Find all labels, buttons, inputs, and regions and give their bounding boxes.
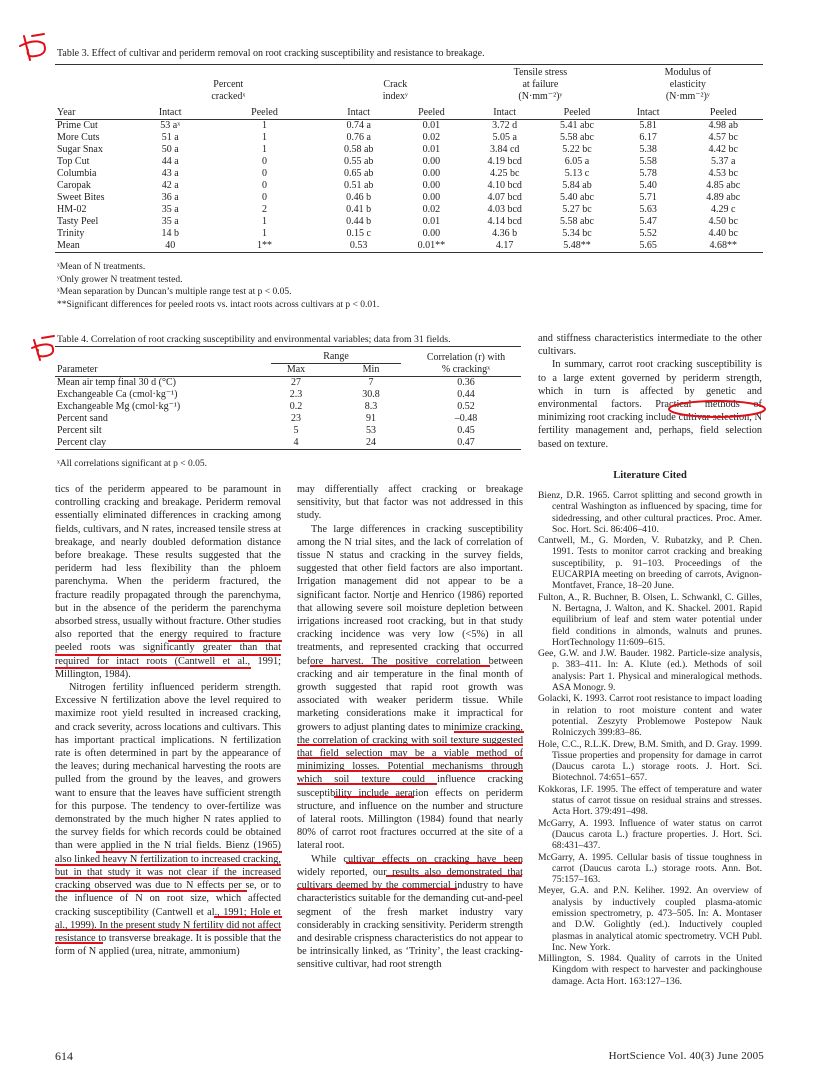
underline-annotation xyxy=(334,796,414,798)
table-cell: Mean air temp final 30 d (°C) xyxy=(57,377,176,388)
reference: Fulton, A., R. Buchner, B. Olsen, L. Schwankl, C. Gilles, N. Bertagna, J. Walton, and K. Shackel. 2001. Rapid equilibrium of leaf and stem water potential under field conditions in almonds, walnuts and prunes. HortTechnology 11:609–615. xyxy=(538,591,762,648)
table-cell: 0.01 xyxy=(422,216,441,227)
table-cell: 0.47 xyxy=(457,437,475,448)
table-cell: 4.68** xyxy=(709,240,737,251)
table-cell: 42 a xyxy=(161,180,179,191)
table-cell: 3.84 cd xyxy=(489,144,520,155)
underline-annotation xyxy=(297,888,457,890)
table-cell: 0.15 c xyxy=(346,228,371,239)
underline-annotation xyxy=(297,770,523,772)
table-cell: 2 xyxy=(262,204,267,215)
table-row xyxy=(55,228,763,240)
underline-annotation xyxy=(55,877,281,879)
table-cell: 0.45 xyxy=(457,425,475,436)
table-cell: 4.25 bc xyxy=(489,168,520,179)
col-header: Parameter xyxy=(55,364,261,377)
footnote: ˣMean of N treatments. xyxy=(57,262,146,272)
table3-group-header-row: Percent crackedˣ Crack indexʸ Tensile stress at failure (N·mm⁻²)ʸ Modulus of elasticity (N·mm⁻²)ʸ xyxy=(55,65,763,108)
table-cell: 5.34 bc xyxy=(562,228,592,239)
table-cell: Percent silt xyxy=(57,425,102,436)
table-cell: 0.01 xyxy=(422,144,441,155)
table-cell: 51 a xyxy=(161,132,179,143)
table-cell: 6.17 xyxy=(639,132,657,143)
underline-annotation xyxy=(55,890,247,892)
table-cell: Prime Cut xyxy=(57,120,98,131)
table-cell: 4.40 bc xyxy=(708,228,738,239)
table-row xyxy=(55,216,763,228)
table-cell: 1** xyxy=(257,240,272,251)
table-cell: Sweet Bites xyxy=(57,192,105,203)
group-header-crack-index: Crack xyxy=(383,79,408,90)
table-row xyxy=(55,413,521,425)
table-cell: 5.38 xyxy=(639,144,657,155)
range-header: Range xyxy=(271,351,401,364)
table-cell: 0.00 xyxy=(422,180,441,191)
table-cell: HM-02 xyxy=(57,204,87,215)
col-header: Min xyxy=(331,364,411,377)
reference: McGarry, A. 1993. Influence of water status on carrot (Daucus carota L.) fracture properties. J. Hort. Sci. 68:431–437. xyxy=(538,817,762,852)
table-cell: 5.22 bc xyxy=(562,144,592,155)
underline-annotation xyxy=(55,864,281,866)
table-cell: 50 a xyxy=(161,144,179,155)
table-cell: 4.19 bcd xyxy=(487,156,522,167)
table-cell: 0.01** xyxy=(417,240,446,251)
table-cell: 0.41 b xyxy=(346,204,372,215)
table-cell: Exchangeable Mg (cmol·kg⁻¹) xyxy=(57,401,181,412)
table-cell: –0.48 xyxy=(454,413,478,424)
table-cell: 53 aˣ xyxy=(160,120,181,131)
table-cell: 24 xyxy=(366,437,376,448)
table-cell: 4.42 bc xyxy=(708,144,738,155)
paragraph: While cultivar effects on cracking have been widely reported, our results also demonstrated that cultivars deemed by the commercial industry to have characteristics suitable for the demanding cut-and-peel segment of the fresh market industry vary considerably in cracking sensitivity. Periderm strength and desirable crispness characteristics do not appear to be intrinsically linked, as ‘Trinity’, the least cracking-sensitive cultivar, had root strength xyxy=(297,853,523,971)
circle-annotation-icon xyxy=(666,398,768,420)
table-cell: Columbia xyxy=(57,168,97,179)
literature-cited-heading: Literature Cited xyxy=(613,470,687,481)
table-cell: Top Cut xyxy=(57,156,90,167)
reference: Millington, S. 1984. Quality of carrots in the United Kingdom with respect to harvester and packinghouse damage. Acta Hort. 163:127–136. xyxy=(538,953,762,987)
table-cell: 5.48** xyxy=(563,240,591,251)
table-cell: 0.2 xyxy=(289,401,303,412)
paragraph: may differentially affect cracking or breakage sensitivity, but that factor was not addressed in this study. xyxy=(297,484,523,522)
paragraph: Nitrogen fertility influenced periderm strength. Excessive N fertilization above the level required to maximize root yield resulted in increased cracking, and crack severity, across locations and cultivars. This has important practical implications. N fertilization rate is often determined in part by the appearance of the leaves; during mechanical harvesting the roots are pulled from the ground by the leaves, and growers want to ensure that the leaves have sufficient strength for this purpose. The tendency to over-fertilize was demonstrated by the much higher N rates applied to the survey fields for which records could be obtained than were applied in the N trial fields. Bienz (1965) also linked heavy N fertilization to increased cracking, but in that study it was not clear if the increased cracking observed was due to N effects per se, or to the influence of N on root size, which affected cracking susceptibility (Cantwell et al., 1991; Hole et al., 1999). In the present study N fertility did not affect resistance to transverse breakage. It is possible that the form of N applied (urea, nitrate, ammonium) xyxy=(55,682,281,958)
col-header: Intact xyxy=(323,107,395,120)
table-row xyxy=(55,204,763,216)
underline-annotation xyxy=(297,744,523,746)
table4-column-header-row xyxy=(55,364,521,377)
corr-header: Correlation (r) with xyxy=(426,351,506,363)
reference: Cantwell, M., G. Morden, V. Rubatzky, and P. Chen. 1991. Tests to monitor carrot cracking and breaking susceptibility, p. 91–103. Proceedings of the EUCARPIA meeting on breeding of carrots, Avignon-Montfavet, France, 18–20 June. xyxy=(538,535,762,592)
table-cell: 23 xyxy=(291,413,301,424)
table-cell: 0.00 xyxy=(422,168,441,179)
table-row xyxy=(55,192,763,204)
reference: Meyer, G.A. and P.N. Keliher. 1992. An overview of analysis by inductively coupled plasma-atomic emission spectrometry, p. 473–505. In: A. Montaser and D.W. Golightly (ed.). Inductively coupled plasmas in analytical atomic spectrometry. VCH Publ. Inc. New York. xyxy=(538,885,762,953)
table-row xyxy=(55,144,763,156)
table3-body xyxy=(55,120,763,253)
table-cell: 5.05 a xyxy=(492,132,517,143)
col-header: % crackingˣ xyxy=(411,364,521,377)
table-cell: 0.00 xyxy=(422,192,441,203)
table4-body xyxy=(55,377,521,450)
paragraph: tics of the periderm appeared to be paramount in controlling cracking and breakage. Periderm removal essentially eliminated differences in cracking among fields, cultivars, and N rates, increased tensile stress at breakage, and nearly doubled deformation distance before breakage. These results suggested that the periderm had less flexibility than the phloem parenchyma. When the periderm fractured, the fracture readily propagated through the parenchyma, but in the absence of the periderm the parenchyma absorbed stress, usually without fracture. Other studies also reported that the energy required to fracture peeled roots was significantly greater than that required for intact roots (Cantwell et al., 1991; Millington, 1984). xyxy=(55,484,281,680)
paragraph: and stiffness characteristics intermediate to the other cultivars. xyxy=(538,333,762,358)
table-cell: 35 a xyxy=(161,204,179,215)
table-cell: 0.02 xyxy=(422,132,441,143)
table-cell: 40 xyxy=(165,240,176,251)
col-header: Peeled xyxy=(541,107,612,120)
table-cell: 0.44 xyxy=(457,389,475,400)
col-header: Intact xyxy=(468,107,541,120)
page-number: 614 xyxy=(55,1049,73,1063)
table-cell: 8.3 xyxy=(364,401,378,412)
table-cell: 0.44 b xyxy=(346,216,372,227)
pen-mark-table3-icon xyxy=(18,32,52,66)
table-cell: 1 xyxy=(262,228,267,239)
table-cell: 35 a xyxy=(161,216,179,227)
table-cell: 4.07 bcd xyxy=(487,192,522,203)
underline-annotation xyxy=(168,640,282,642)
table-cell: More Cuts xyxy=(57,132,100,143)
footnote: ˣMean separation by Duncan’s multiple range test at p < 0.05. xyxy=(57,287,292,298)
underline-annotation xyxy=(297,783,437,785)
table-cell: 0.52 xyxy=(457,401,475,412)
table-cell: 5.58 abc xyxy=(560,132,594,143)
table4-footnote: ˣAll correlations significant at p < 0.05. xyxy=(57,459,208,469)
table-cell: 5.58 abc xyxy=(560,216,594,227)
underline-annotation xyxy=(297,757,523,759)
table-cell: 5.47 xyxy=(639,216,657,227)
table3-column-header-row xyxy=(55,107,763,120)
table-cell: 53 xyxy=(366,425,376,436)
reference: Golacki, K. 1993. Carrot root resistance to impact loading in relation to root moisture content and water potential. Zeszyty Problemowe Postepow Nauk Rolniczych 399:83–86. xyxy=(538,693,762,739)
table-cell: 0.76 a xyxy=(346,132,371,143)
reference: Kokkoras, I.F. 1995. The effect of temperature and water status of carrot tissue on residual strains and stresses. Acta Hort. 379:491–498. xyxy=(538,783,762,818)
table-cell: 4.29 c xyxy=(711,204,736,215)
group-header-percent-cracked: Percent xyxy=(213,79,244,90)
table-cell: 0 xyxy=(262,192,267,203)
table-cell: 91 xyxy=(366,413,376,424)
table-cell: 3.72 d xyxy=(492,120,518,131)
underline-annotation xyxy=(386,875,522,877)
table-cell: 5.63 xyxy=(639,204,657,215)
table-cell: 6.05 a xyxy=(564,156,590,167)
table-row xyxy=(55,401,521,413)
table-cell: 5.52 xyxy=(639,228,657,239)
table-cell: 0.55 ab xyxy=(343,156,374,167)
table-cell: 30.8 xyxy=(362,389,380,400)
underline-annotation xyxy=(310,665,490,667)
table-row xyxy=(55,425,521,437)
table-cell: 4.14 bcd xyxy=(487,216,522,227)
table-cell: Percent clay xyxy=(57,437,107,448)
table-cell: 5.37 a xyxy=(711,156,736,167)
col-header: Year xyxy=(55,107,134,120)
table-cell: 36 a xyxy=(161,192,179,203)
table-cell: 1 xyxy=(262,132,267,143)
table-cell: 5.13 c xyxy=(564,168,590,179)
table-cell: Percent sand xyxy=(57,413,108,424)
reference: Gee, G.W. and J.W. Bauder. 1982. Particle-size analysis, p. 383–411. In: A. Klute (ed.). Methods of soil analysis: Part 1. Physical and mineralogical methods. ASA Monogr. 9. xyxy=(538,648,762,694)
table-cell: 0.02 xyxy=(422,204,441,215)
table-cell: 0.00 xyxy=(422,156,441,167)
table-cell: 0.74 a xyxy=(346,120,371,131)
table3-caption: Table 3. Effect of cultivar and periderm removal on root cracking susceptibility and resistance to breakage. xyxy=(57,48,485,59)
col-header: Max xyxy=(261,364,331,377)
table4 xyxy=(55,346,521,450)
underline-annotation xyxy=(55,667,251,669)
col-header: Peeled xyxy=(684,107,764,120)
col-header: Intact xyxy=(613,107,684,120)
table-cell: 4.17 xyxy=(495,240,514,251)
table-cell: 0.01 xyxy=(422,120,441,131)
table-row xyxy=(55,240,763,253)
underline-annotation xyxy=(214,916,282,918)
table-cell: 4.53 bc xyxy=(708,168,738,179)
table-cell: 5.84 ab xyxy=(562,180,592,191)
reference: McGarry, A. 1995. Cellular basis of tissue toughness in carrot (Daucus carota L.) storage roots. Ann. Bot. 75:157–163. xyxy=(538,851,762,886)
table-cell: 5.78 xyxy=(639,168,657,179)
footnote: **Significant differences for peeled roots vs. intact roots across cultivars at p < 0.01. xyxy=(57,299,380,310)
table-row xyxy=(55,389,521,401)
table-cell: Caropak xyxy=(57,180,91,191)
table-cell: 5.58 xyxy=(639,156,657,167)
underline-annotation xyxy=(55,929,281,931)
table3-footnotes xyxy=(57,261,379,311)
table-cell: 0.36 xyxy=(457,377,475,388)
table-row xyxy=(55,156,763,168)
table-cell: 1 xyxy=(262,216,267,227)
table-cell: 4.50 bc xyxy=(708,216,738,227)
table-cell: Trinity xyxy=(57,228,85,239)
table-cell: Tasty Peel xyxy=(57,216,99,227)
paragraph: The large differences in cracking susceptibility among the N trial sites, and the lack of correlation of tissue N status and cracking in the survey fields, suggested that other field factors are also important. Irrigation management did not appear to be a significant factor. Nortje and Henrico (1986) reported that allowing severe soil moisture depletion between irrigations increased root cracking, but in that study cracking incidence was very low (<5%) in all treatments, and represented cracking that occurred before harvest. The positive correlation between cracking and air temperature in the final month of growth suggested that rapid root growth was associated with weaker periderm tissue. While marketing considerations make it impractical for growers to adjust planting dates to minimize cracking, the correlation of cracking with soil texture suggested that field selection may be a viable method of minimizing losses. Potential mechanisms through which soil texture could influence cracking susceptibility include aeration effects on periderm structure, and influence on the number and structure of lateral roots. Millington (1984) found that nearly 80% of carrot root fractures occurred at the site of a lateral root. xyxy=(297,523,523,852)
table-cell: 0.58 ab xyxy=(343,144,374,155)
table4-caption: Table 4. Correlation of root cracking susceptibility and environmental variables; data from 31 fields. xyxy=(57,334,451,345)
group-header-tensile: Tensile stress xyxy=(513,67,568,78)
reference: Hole, C.C., R.L.K. Drew, B.M. Smith, and D. Gray. 1999. Tissue properties and propensity for damage in carrot (Daucus carota L.) storage roots. J. Hort. Sci. Biotechnol. 74:651–657. xyxy=(538,738,762,784)
paragraph: In summary, carrot root cracking susceptibility is to a large extent governed by periderm strength, which in turn is affected by genetic and environmental factors. Practical methods of minimizing root cracking include cultivar selection, N fertility management and, perhaps, field selection based on texture. xyxy=(538,359,762,450)
table-cell: 0.00 xyxy=(422,228,441,239)
table-row xyxy=(55,377,521,390)
table-cell: 0 xyxy=(262,180,267,191)
table-cell: Mean xyxy=(57,240,80,251)
right-top-text xyxy=(538,332,762,451)
table-cell: 4.36 b xyxy=(492,228,518,239)
table-cell: 5.41 abc xyxy=(560,120,594,131)
table-cell: 4.57 bc xyxy=(708,132,738,143)
body-column-1 xyxy=(55,483,281,958)
underline-annotation xyxy=(55,654,281,656)
table-cell: 1 xyxy=(262,144,267,155)
table-cell: 4.10 bcd xyxy=(487,180,522,191)
table-cell: 5.40 abc xyxy=(560,192,594,203)
col-header: Intact xyxy=(134,107,206,120)
body-column-2 xyxy=(297,483,523,972)
table-cell: 5 xyxy=(293,425,299,436)
table-cell: 4 xyxy=(293,437,299,448)
table-cell: Sugar Snax xyxy=(57,144,103,155)
reference: Bienz, D.R. 1965. Carrot splitting and second growth in central Washington as influenced by spacing, time for sidedressing, and other cultural practices. Proc. Amer. Soc. Hort. Sci. 86:406–410. xyxy=(538,490,762,535)
table-cell: 44 a xyxy=(161,156,179,167)
col-header: Peeled xyxy=(206,107,322,120)
table-cell: 4.89 abc xyxy=(706,192,741,203)
table-row xyxy=(55,180,763,192)
table-cell: 5.40 xyxy=(639,180,657,191)
table-cell: 1 xyxy=(262,120,267,131)
table-cell: 14 b xyxy=(161,228,179,239)
table-cell: 0.53 xyxy=(349,240,368,251)
underline-annotation xyxy=(96,851,282,853)
col-header: Peeled xyxy=(395,107,468,120)
underline-annotation xyxy=(346,862,522,864)
table-row xyxy=(55,132,763,144)
table-cell: 5.81 xyxy=(639,120,657,131)
table-cell: 4.98 ab xyxy=(708,120,738,131)
group-header-modulus: Modulus of xyxy=(664,67,712,78)
references-list xyxy=(538,490,762,987)
table-row xyxy=(55,437,521,450)
table-cell: 43 a xyxy=(161,168,179,179)
table-cell: 5.65 xyxy=(639,240,657,251)
table-row xyxy=(55,120,763,133)
table-cell: 0.46 b xyxy=(346,192,372,203)
table-cell: 5.71 xyxy=(639,192,657,203)
table-cell: Exchangeable Ca (cmol·kg⁻¹) xyxy=(57,389,178,400)
table-row xyxy=(55,168,763,180)
table-cell: 0.51 ab xyxy=(343,180,374,191)
underline-annotation xyxy=(55,942,103,944)
table-cell: 0 xyxy=(262,156,267,167)
table-cell: 27 xyxy=(291,377,301,388)
table3 xyxy=(55,64,763,253)
table-cell: 7 xyxy=(368,377,374,388)
underline-annotation xyxy=(454,731,524,733)
table-cell: 0 xyxy=(262,168,267,179)
table4-group-header-row xyxy=(55,347,521,365)
table-cell: 2.3 xyxy=(289,389,303,400)
table-cell: 4.85 abc xyxy=(706,180,741,191)
journal-footer: HortScience Vol. 40(3) June 2005 xyxy=(608,1050,764,1062)
table-cell: 0.65 ab xyxy=(343,168,374,179)
table-cell: 4.03 bcd xyxy=(487,204,522,215)
table-cell: 5.27 bc xyxy=(562,204,592,215)
footnote: ʸOnly grower N treatment tested. xyxy=(57,274,183,285)
